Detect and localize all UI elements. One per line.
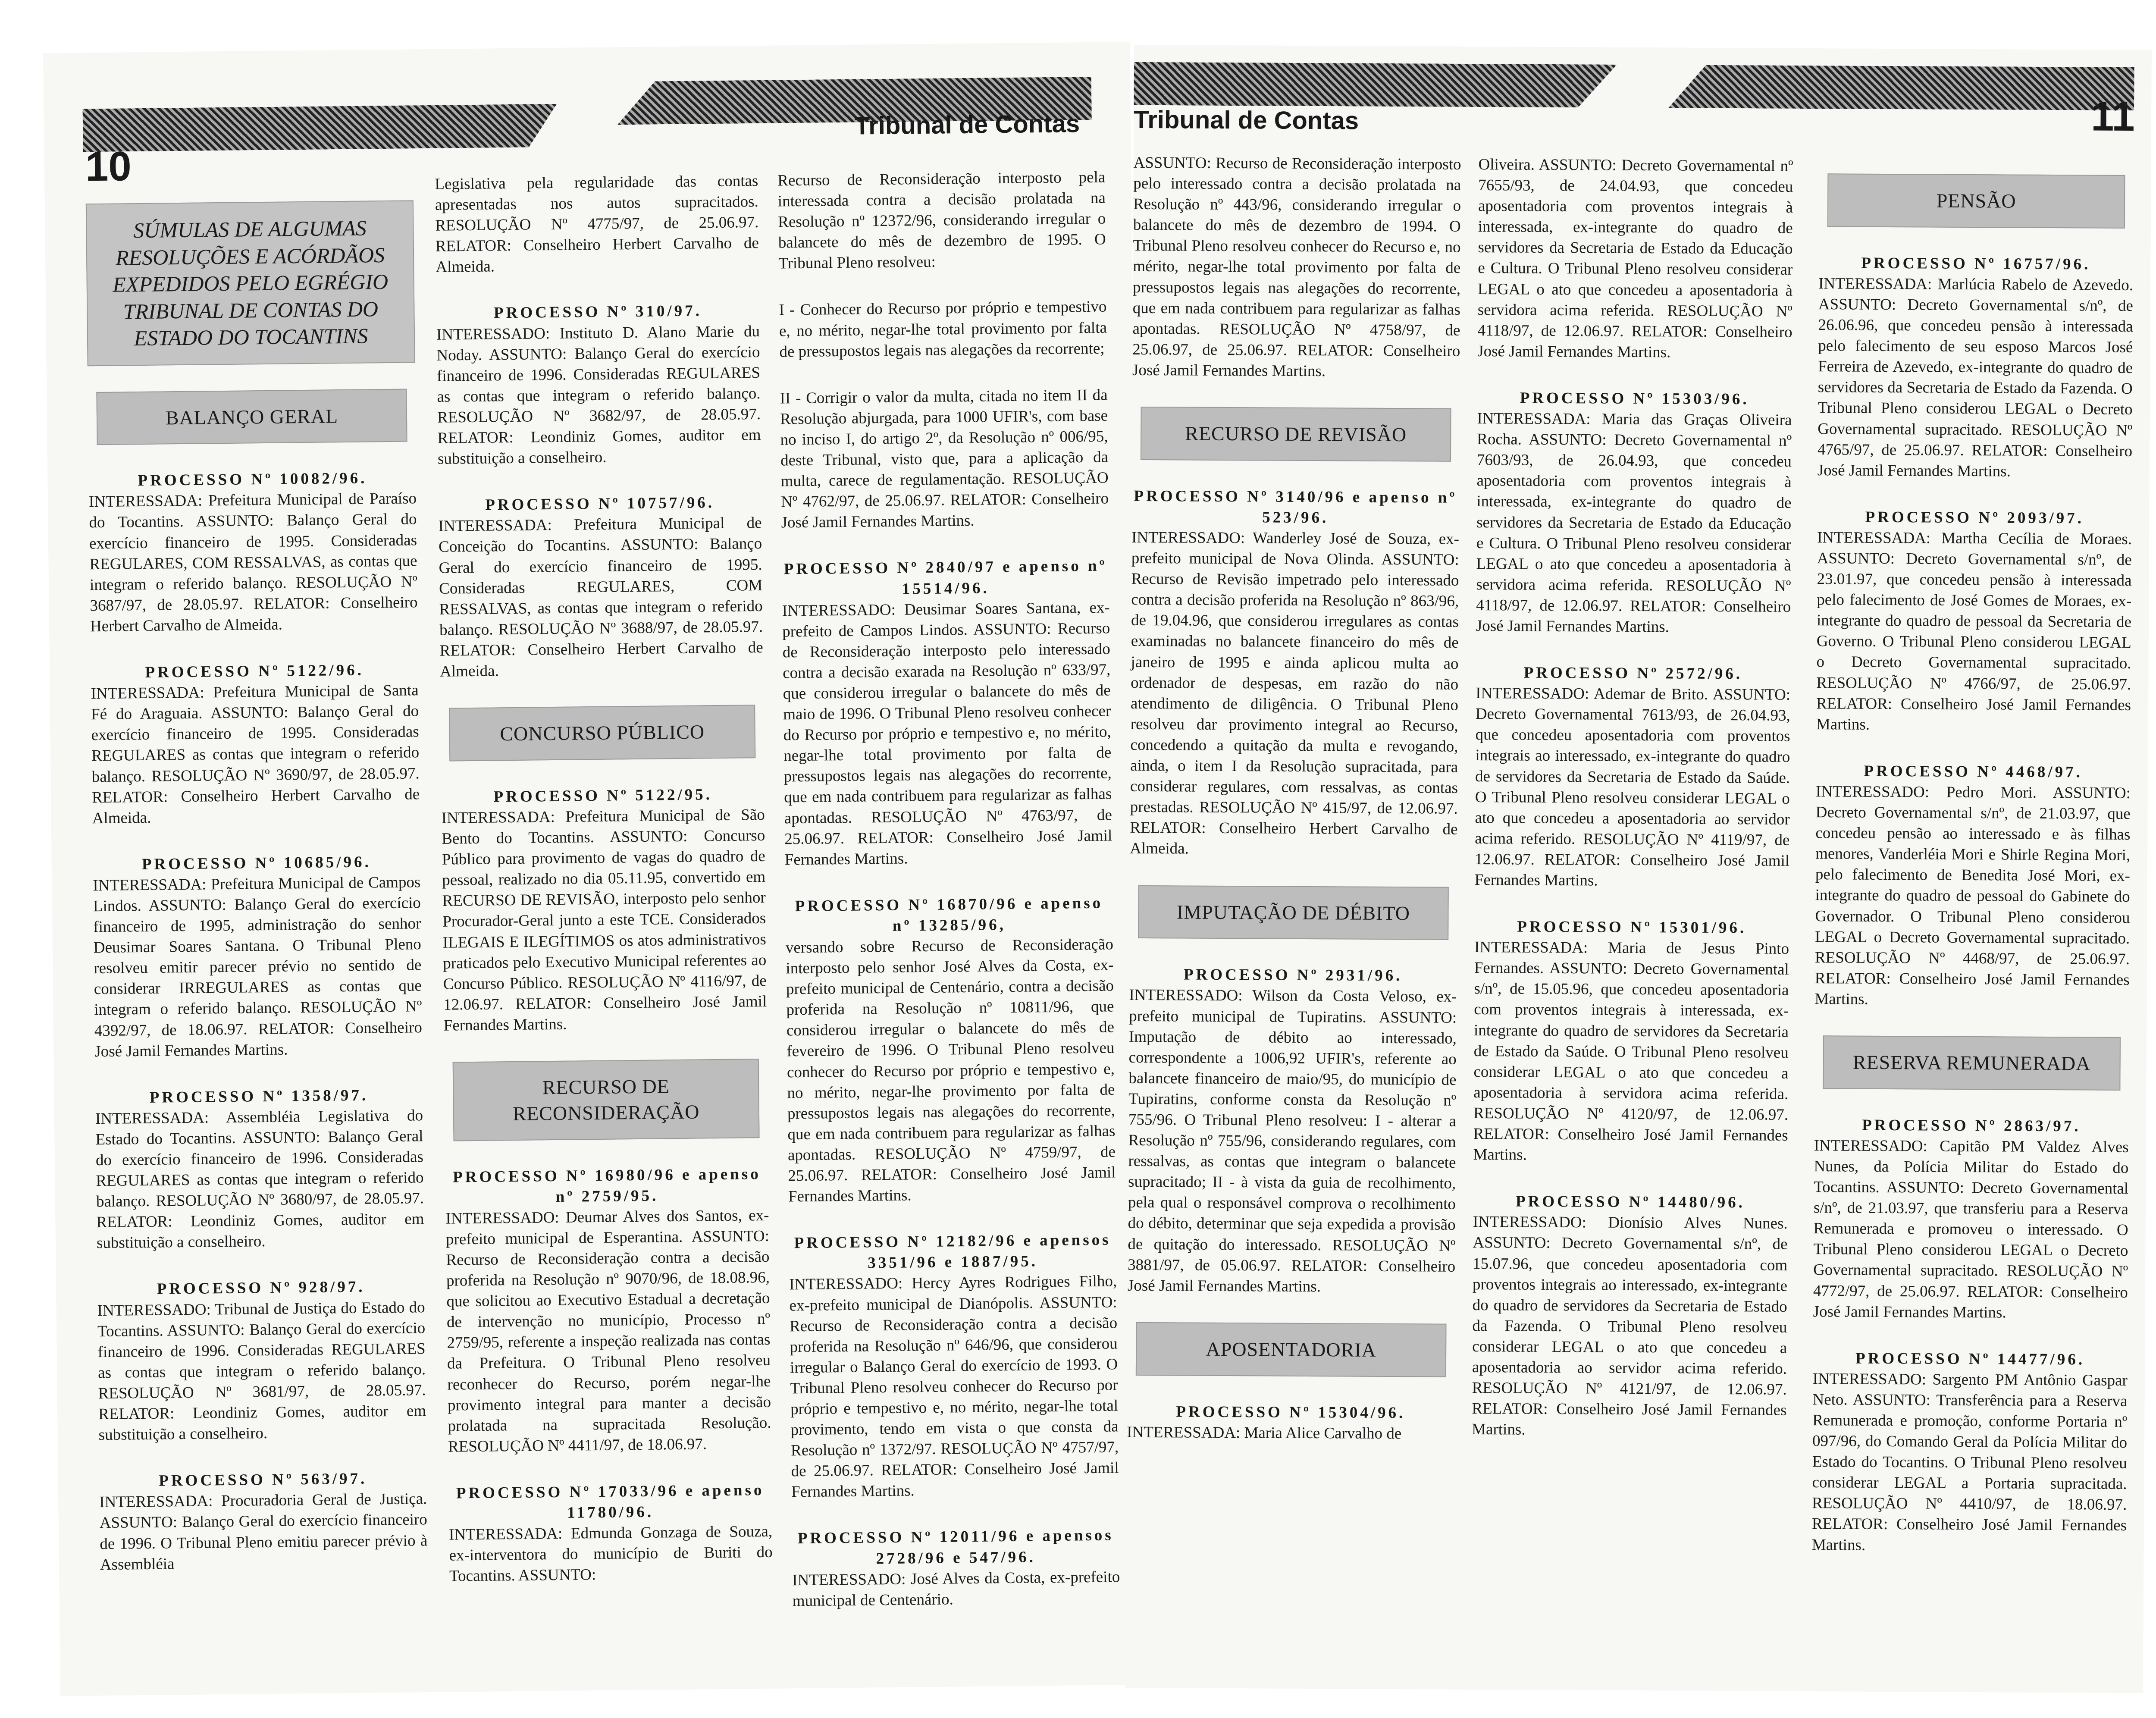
process-text: INTERESSADO: Ademar de Brito. ASSUNTO: Decreto Governamental 7613/93, de 26.04.93, que concedeu aposentadoria com proventos integrais ao interessado, ex-integrante do quadro de servidores da Secretaria de Estado da Saúde. O Tribunal Pleno resolveu considerar LEGAL o ato que concedeu a aposentadoria ao servidor acima referido. RESOLUÇÃO Nº 4119/97, de 12.06.97. RELATOR: Conselheiro José Jamil Fernandes Martins. [1474,684,1791,890]
process-entry [448,1480,773,1587]
process-entry [438,492,763,682]
paragraph: Oliveira. ASSUNTO: Decreto Governamental nº 7655/93, de 24.04.93, que concedeu aposentadoria com proventos integrais à interessada, ex-integrante do quadro de servidores da Secretaria de Estado da Educação e Cultura. O Tribunal Pleno resolveu considerar LEGAL o ato que concedeu a aposentadoria à servidora acima referida. RESOLUÇÃO Nº 4118/97, de 12.06.97. RELATOR: Conselheiro José Jamil Fernandes Martins. [1477,156,1793,361]
process-list [441,784,767,1036]
process-text: INTERESSADO: Sargento PM Antônio Gaspar Neto. ASSUNTO: Transferência para a Reserva Remunerada e promoção, conforme Portaria nº 097/96, do Comando Geral da Polícia Militar do Estado do Tocantins. O Tribunal Pleno resolveu considerar LEGAL a Portaria supracitada. RESOLUÇÃO Nº 4410/97, de 18.06.97. RELATOR: Conselheiro José Jamil Fernandes Martins. [1811,1370,2128,1554]
process-text: INTERESSADA: Prefeitura Municipal de Conceição do Tocantins. ASSUNTO: Balanço Geral do exercício financeiro de 1995. Consideradas REGULARES, COM RESSALVAS, as contas que integram o referido balanço. RESOLUÇÃO Nº 3688/97, de 28.05.97. RELATOR: Conselheiro Herbert Carvalho de Almeida. [438,514,763,680]
process-entry [792,1525,1120,1611]
process-number: PROCESSO Nº 2840/97 e apenso nº 15514/96. [783,557,1107,598]
process-number: PROCESSO Nº 12182/96 e apensos 3351/96 e 1887/95. [794,1231,1111,1272]
process-entry [445,1163,771,1457]
process-text: INTERESSADO: Capitão PM Valdez Alves Nunes, da Polícia Militar do Estado do Tocantins. ASSUNTO: Decreto Governamental s/nº, de 21.03.97, que transferiu para a Reserva Remunerada e promoveu o interessado. O Tribunal Pleno considerou LEGAL o Decreto Governamental supracitado. RESOLUÇÃO Nº 4772/97, de 25.06.97. RELATOR: Conselheiro José Jamil Fernandes Martins. [1813,1137,2129,1322]
process-entry [785,893,1116,1207]
header-stripe [1668,65,2134,110]
process-number: PROCESSO Nº 17033/96 e apenso 11780/96. [456,1481,765,1522]
page-number: 11 [2090,93,2135,140]
section-heading: IMPUTAÇÃO DE DÉBITO [1138,885,1449,940]
process-text: INTERESSADA: Prefeitura Municipal de Santa Fé do Araguaia. ASSUNTO: Balanço Geral do exercício financeiro de 1995. Consideradas REGULARES as contas que integram o referido balanço. RESOLUÇÃO Nº 3690/97, de 28.05.97. RELATOR: Conselheiro Herbert Carvalho de Almeida. [91,681,420,827]
header-stripe [82,104,557,152]
process-list [782,556,1121,1611]
process-entry [789,1230,1119,1503]
process-entry [1812,1348,2128,1557]
process-entry [436,300,761,470]
process-number: PROCESSO Nº 2863/97. [1862,1116,2081,1135]
process-entry [782,556,1113,870]
process-list [1130,486,1460,861]
paragraph: ASSUNTO: Recurso de Reconsideração interposto pelo interessado contra a decisão prolatada na Resolução nº 443/96, considerando irregular o balancete do mês de dezembro de 1994. O Tribunal Pleno resolveu conhecer do Recurso e, no mérito, negar-lhe total provimento por falta de pressupostos legais nas alegações do recorrente, que em nada contribuem para regularizar as falhas apontadas. RESOLUÇÃO Nº 4758/97, de 25.06.97, de 25.06.97. RELATOR: Conselheiro José Jamil Fernandes Martins. [1132,154,1461,380]
process-number: PROCESSO Nº 563/97. [159,1470,367,1490]
process-number: PROCESSO Nº 3140/96 e apenso nº 523/96. [1134,487,1457,527]
process-text: INTERESSADA: Prefeitura Municipal de Paraíso do Tocantins. ASSUNTO: Balanço Geral do exercício financeiro de 1995. Consideradas REGULARES, COM RESSALVAS, as contas que integram o referido balanço. RESOLUÇÃO Nº 3687/97, de 28.05.97. RELATOR: Conselheiro Herbert Carvalho de Almeida. [88,489,418,636]
process-number: PROCESSO Nº 928/97. [157,1278,365,1298]
section-heading: APOSENTADORIA [1136,1322,1447,1377]
process-text: INTERESSADA: Edmunda Gonzaga de Souza, ex-interventora do município de Buriti do Tocantins. ASSUNTO: [448,1522,773,1585]
column [1472,154,1793,1467]
section-heading: BALANÇO GERAL [96,389,407,445]
process-text: INTERESSADO: Deusimar Soares Santana, ex-prefeito de Campos Lindos. ASSUNTO: Recurso de Reconsideração interposto pelo interessado contra a decisão exarada na Resolução nº 633/97, que considerou irregular o balancete do mês de maio de 1996. O Tribunal Pleno resolveu conhecer do Recurso por próprio e tempestivo e, no mérito, negar-lhe total provimento por falta de pressupostos legais nas alegações do recorrente, que em nada contribuem para regularizar as falhas apontadas. RESOLUÇÃO Nº 4763/97, de 25.06.97. RELATOR: Conselheiro José Jamil Fernandes Martins. [782,599,1112,869]
process-number: PROCESSO Nº 16980/96 e apenso nº 2759/95. [452,1165,761,1206]
column [777,167,1121,1638]
section-heading: PENSÃO [1827,173,2125,228]
section-heading: RECURSO DE RECONSIDERAÇÃO [453,1059,760,1141]
process-text: INTERESSADA: Assembléia Legislativa do Estado do Tocantins. ASSUNTO: Balanço Geral do exercício financeiro de 1996. Consideradas REGULARES as contas que integram o referido balanço. RESOLUÇÃO Nº 3680/97, de 28.05.97. RELATOR: Leondiniz Gomes, auditor em substituição a conselheiro. [95,1107,424,1252]
section-heading: RECURSO DE REVISÃO [1141,407,1451,462]
sumulas-title: SÚMULAS DE ALGUMAS RESOLUÇÕES E ACÓRDÃOS EXPEDIDOS PELO EGRÉGIO TRIBUNAL DE CONTAS DO ESTADO DO TOCANTINS [86,200,415,366]
section-heading: CONCURSO PÚBLICO [449,705,755,761]
process-entry [95,1085,424,1254]
process-text: INTERESSADO: José Alves da Costa, ex-prefeito municipal de Centenário. [792,1568,1120,1610]
process-text: INTERESSADA: Prefeitura Municipal de Campos Lindos. ASSUNTO: Balanço Geral do exercício financeiro de 1995, administração do senhor Deusimar Soares Santana. O Tribunal Pleno resolveu emitir parecer prévio no sentido de considerar IRREGULARES as contas que integram o referido balanço. RESOLUÇÃO Nº 4392/97, de 18.06.97. RELATOR: Conselheiro José Jamil Fernandes Martins. [93,873,423,1060]
process-number: PROCESSO Nº 15303/96. [1520,389,1749,408]
process-number: PROCESSO Nº 15301/96. [1517,918,1747,937]
process-text: INTERESSADO: Hercy Ayres Rodrigues Filho, ex-prefeito municipal de Dianópolis. ASSUNTO: Recurso de Reconsideração contra a decisão proferida na Resolução nº 646/96, que considerou irregular o Balanço Geral do exercício de 1993. O Tribunal Pleno resolveu conhecer do Recurso por próprio e tempestivo e, no mérito, negar-lhe total provimento, tendo em vista o que consta da Resolução nº 1372/97. RESOLUÇÃO Nº 4757/97, de 25.06.97. RELATOR: Conselheiro José Jamil Fernandes Martins. [789,1272,1119,1501]
process-text: INTERESSADA: Maria das Graças Oliveira Rocha. ASSUNTO: Decreto Governamental nº 7603/93, de 26.04.93, que concedeu aposentadoria com proventos integrais à interessada, ex-integrante do quadro de servidores da Secretaria de Estado da Educação e Cultura. O Tribunal Pleno resolveu considerar LEGAL o ato que concedeu a aposentadoria à servidora acima referida. RESOLUÇÃO Nº 4118/97, de 12.06.97. RELATOR: Conselheiro José Jamil Fernandes Martins. [1476,410,1792,636]
process-entry [1476,388,1792,638]
column [1811,156,2134,1583]
paragraph: II - Corrigir o valor da multa, citada no item II da Resolução abjurgada, para 1000 UFIR's, com base no inciso I, do artigo 2º, da Resolução nº 006/95, deste Tribunal, visto que, para a aplicação da multa, carece de regulamentação. RESOLUÇÃO Nº 4762/97, de 25.06.97. RELATOR: Conselheiro José Jamil Fernandes Martins. [780,386,1109,532]
paragraph: Legislativa pela regularidade das contas apresentadas nos autos supracitados. RESOLUÇÃO Nº 4775/97, de 25.06.97. RELATOR: Conselheiro Herbert Carvalho de Almeida. [435,172,759,276]
process-text: INTERESSADO: Tribunal de Justiça do Estado do Tocantins. ASSUNTO: Balanço Geral do exercício financeiro de 1996. Consideradas REGULARES as contas que integram o referido balanço. RESOLUÇÃO Nº 3681/97, de 28.05.97. RELATOR: Leondiniz Gomes, auditor em substituição a conselheiro. [97,1298,426,1444]
process-number: PROCESSO Nº 10685/96. [141,853,371,873]
process-number: PROCESSO Nº 2093/97. [1865,508,2084,527]
process-entry [1130,486,1460,861]
process-text: INTERESSADO: Wanderley José de Souza, ex-prefeito municipal de Nova Olinda. ASSUNTO: Recurso de Revisão impetrado pelo interessado contra a decisão proferida na Resolução nº 863/96, de 19.04.96, que considerou irregulares as contas examinadas no balancete financeiro do mês de janeiro de 1995 e ainda aplicou multa ao ordenador de despesas, em razão do não atendimento de diligência. O Tribunal Pleno resolveu dar provimento integral ao Recurso, concedendo a quitação da multa e revogando, ainda, o item I da Resolução supracitada, para considerar regulares, com ressalvas, as contas prestadas. RESOLUÇÃO Nº 415/97, de 12.06.97. RELATOR: Conselheiro Herbert Carvalho de Almeida. [1130,528,1460,858]
process-number: PROCESSO Nº 14477/96. [1855,1349,2085,1369]
process-number: PROCESSO Nº 2572/96. [1523,664,1743,683]
process-list [436,300,763,682]
process-list [1127,1401,1454,1444]
column [1127,153,1461,1470]
process-text: INTERESSADO: Deumar Alves dos Santos, ex-prefeito municipal de Esperantina. ASSUNTO: Recurso de Reconsideração contra a decisão proferida na Resolução nº 9070/96, de 18.08.96, que solicitou ao Executivo Estadual a decretação de intervenção no município, Processo nº 2759/95, referente a inspeção realizada nas contas da Prefeitura. O Tribunal Pleno resolveu reconhecer do Recurso, porém negar-lhe provimento integral para manter a decisão prolatada na supracitada Resolução. RESOLUÇÃO Nº 4411/97, de 18.06.97. [445,1206,771,1456]
process-entry [1814,761,2131,1011]
process-text: INTERESSADA: Procuradoria Geral de Justiça. ASSUNTO: Balanço Geral do exercício financeiro de 1996. O Tribunal Pleno emitiu parecer prévio à Assembléia [99,1490,428,1574]
process-entry [1475,662,1791,892]
process-text: INTERESSADO: Dionísio Alves Nunes. ASSUNTO: Decreto Governamental s/nº, de 15.07.96, que concedeu aposentadoria com proventos integrais ao interessado, ex-integrante do quadro de servidores da Secretaria de Estado da Fazenda. O Tribunal Pleno resolveu considerar LEGAL o ato que concedeu a aposentadoria ao servidor acima referido. RESOLUÇÃO Nº 4121/97, de 12.06.97. RELATOR: Conselheiro José Jamil Fernandes Martins. [1472,1213,1788,1439]
process-text: INTERESSADA: Marlúcia Rabelo de Azevedo. ASSUNTO: Decreto Governamental s/nº, de 26.06.96, que concedeu pensão à interessada pelo falecimento de seu esposo Marcos José Ferreira de Azevedo, ex-integrante do quadro de servidores da Secretaria de Estado da Fazenda. O Tribunal Pleno considerou LEGAL o Decreto Governamental supracitado. RESOLUÇÃO Nº 4765/97, de 25.06.97. RELATOR: Conselheiro José Jamil Fernandes Martins. [1817,275,2134,480]
process-entry [93,851,423,1062]
process-list [1814,253,2133,1011]
process-entry [441,784,767,1036]
running-title: Tribunal de Contas [1133,105,1359,135]
process-text: INTERESSADO: Pedro Mori. ASSUNTO: Decreto Governamental s/nº, de 21.03.97, que concedeu pensão ao interessado e às filhas menores, Vanderléia Mori e Shirle Regina Mori, pelo falecimento de Benedita José Mori, ex-integrante do quadro de pessoal do Gabinete do Governador. O Tribunal Pleno considerou LEGAL o Decreto Governamental supracitado. RESOLUÇÃO Nº 4468/97, de 25.06.97. RELATOR: Conselheiro José Jamil Fernandes Martins. [1814,783,2131,1008]
process-text: INTERESSADA: Maria de Jesus Pinto Fernandes. ASSUNTO: Decreto Governamental s/nº, de 15.05.96, que concedeu aposentadoria com proventos integrais à interessada, ex-integrante do quadro de servidores da Secretaria de Estado da Saúde. O Tribunal Pleno resolveu considerar LEGAL o ato que concedeu a aposentadoria à servidora acima referida. RESOLUÇÃO Nº 4120/97, de 12.06.97. RELATOR: Conselheiro José Jamil Fernandes Martins. [1473,938,1789,1164]
paragraph: I - Conhecer do Recurso por próprio e tempestivo e, no mérito, negar-lhe total provimento por falta de pressupostos legais nas alegações da recorrente; [779,298,1107,361]
process-text: INTERESSADA: Prefeitura Municipal de São Bento do Tocantins. ASSUNTO: Concurso Público para provimento de vagas do quadro de pessoal, realizado no dia 05.11.95, convertido em RECURSO DE REVISÃO, interposto pelo senhor Procurador-Geral junto a este TCE. Considerados ILEGAIS E ILEGÍTIMOS os atos administrativos praticados pelo Executivo Municipal referentes ao Concurso Público. RESOLUÇÃO Nº 4116/97, de 12.06.97. RELATOR: Conselheiro José Jamil Fernandes Martins. [441,806,767,1035]
process-number: PROCESSO Nº 10082/96. [138,469,367,490]
process-number: PROCESSO Nº 15304/96. [1176,1403,1406,1422]
running-title: Tribunal de Contas [854,110,1080,140]
process-number: PROCESSO Nº 2931/96. [1183,966,1403,985]
process-number: PROCESSO Nº 1358/97. [149,1086,369,1107]
process-number: PROCESSO Nº 4468/97. [1864,762,2083,781]
paragraph: Recurso de Reconsideração interposto pela interessada contra a decisão prolatada na Resolução nº 12372/96, considerando irregular o balancete do mês de dezembro de 1995. O Tribunal Pleno resolveu: [777,168,1106,273]
process-entry [1473,916,1789,1167]
process-number: PROCESSO Nº 5122/96. [145,661,364,681]
process-text: INTERESSADO: Instituto D. Alano Marie du Noday. ASSUNTO: Balanço Geral do exercício financeiro de 1996. Consideradas REGULARES as contas que integram o referido balanço. RESOLUÇÃO Nº 3682/97, de 28.05.97. RELATOR: Leondiniz Gomes, auditor em substituição a conselheiro. [436,322,761,468]
process-number: PROCESSO Nº 10757/96. [485,494,715,514]
process-number: PROCESSO Nº 5122/95. [493,786,713,806]
process-number: PROCESSO Nº 16870/96 e apenso nº 13285/96, [795,894,1103,935]
section-heading: RESERVA REMUNERADA [1823,1035,2121,1090]
process-entry [1128,964,1457,1298]
process-number: PROCESSO Nº 310/97. [493,302,702,322]
process-entry [1813,1115,2129,1324]
process-text: versando sobre Recurso de Reconsideração interposto pelo senhor José Alves da Costa, ex-prefeito municipal de Centenário, contra a decisão proferida na Resolução nº 10811/96, que considerou irregular o balancete do mês de fevereiro de 1996. O Tribunal Pleno resolveu conhecer do Recurso por próprio e tempestivo e, no mérito, negar-lhe provimento por falta de pressupostos legais nas alegações do recorrente, que em nada contribuem para regularizar as falhas apontadas. RESOLUÇÃO Nº 4759/97, de 25.06.97. RELATOR: Conselheiro José Jamil Fernandes Martins. [785,935,1116,1206]
process-list [1812,1115,2129,1557]
process-list [1128,964,1457,1298]
process-number: PROCESSO Nº 14480/96. [1515,1192,1745,1212]
process-entry [91,659,420,829]
process-text: INTERESSADA: Maria Alice Carvalho de [1127,1423,1402,1442]
process-entry [1472,1191,1788,1442]
process-text: INTERESSADO: Wilson da Costa Veloso, ex-prefeito municipal de Tupiratins. ASSUNTO: Imputação de débito ao interessado, correspondente a 1006,92 UFIR's, referente ao balancete financeiro de maio/95, do município de Tupiratins, conforme consta da Resolução nº 755/96. O Tribunal Pleno resolveu: I - alterar a Resolução nº 755/96, considerando regulares, com ressalvas, as contas que integram o balancete supracitado; II - à vista da guia de recolhimento, pela qual o responsável comprova o recolhimento do débito, determinar que seja expedida a provisão de quitação do interessado. RESOLUÇÃO Nº 3881/97, de 05.06.97. RELATOR: Conselheiro José Jamil Fernandes Martins. [1127,986,1457,1295]
process-entry [99,1468,428,1575]
process-entry [1818,253,2134,483]
column [86,200,428,1601]
left-page [43,42,1147,1696]
process-text: INTERESSADA: Martha Cecília de Moraes. ASSUNTO: Decreto Governamental s/nº, de 23.01.97, que concedeu pensão à interessada pelo falecimento de José Gomes de Moraes, ex-integrante do quadro de pessoal da Secretaria de Governo. O Tribunal Pleno considerou LEGAL o Decreto Governamental supracitado. RESOLUÇÃO Nº 4766/97, de 25.06.97. RELATOR: Conselheiro José Jamil Fernandes Martins. [1816,529,2132,734]
process-list [1472,388,1792,1442]
right-page [1125,45,2152,1693]
process-number: PROCESSO Nº 16757/96. [1861,254,2091,273]
process-list [88,468,428,1575]
process-number: PROCESSO Nº 12011/96 e apensos 2728/96 e 547/96. [797,1526,1114,1568]
process-entry [97,1276,426,1446]
process-list [445,1163,773,1587]
process-entry [88,468,418,637]
column [435,171,773,1613]
header-stripe [1134,62,1617,108]
process-entry [1127,1401,1454,1444]
process-entry [1816,507,2132,737]
page-number: 10 [85,143,132,190]
